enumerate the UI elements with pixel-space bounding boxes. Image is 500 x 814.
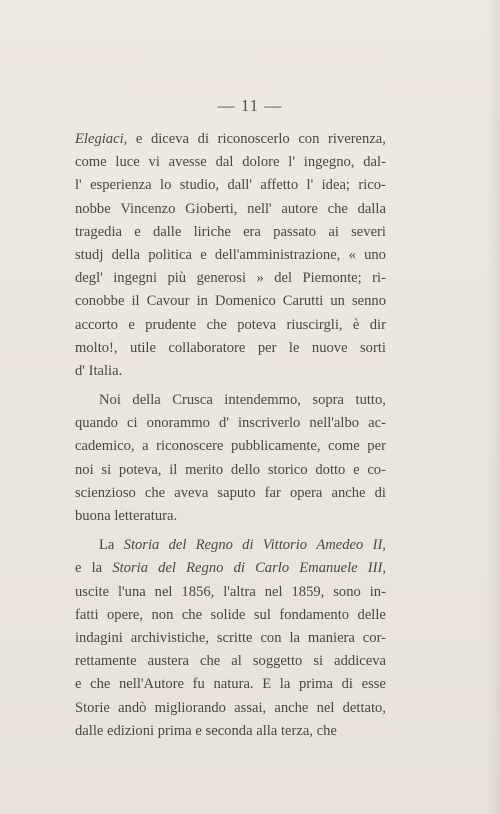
word: esperienza — [90, 177, 152, 194]
word: poteva, — [118, 461, 162, 478]
word: solide — [210, 606, 246, 623]
word: l'una — [117, 583, 146, 600]
word: prima — [298, 676, 333, 693]
word: più — [167, 270, 187, 287]
word: senno — [351, 293, 386, 310]
word: Crusca — [172, 392, 213, 409]
word: onorammo — [146, 415, 210, 432]
word: studj — [75, 246, 104, 263]
word: studio, — [179, 177, 220, 194]
word: addiceva — [334, 653, 386, 670]
text-line — [75, 360, 386, 383]
word: d' — [75, 362, 85, 379]
word: rettamente — [75, 653, 137, 670]
word: riconoscere — [156, 438, 224, 455]
word: e — [75, 560, 82, 577]
word: prudente — [145, 316, 197, 333]
word: Italia. — [88, 362, 123, 379]
word: nuove — [311, 339, 348, 356]
text-line — [75, 482, 386, 505]
word: maniera — [307, 629, 355, 646]
word: nell'Autore — [119, 676, 185, 693]
word: inscriverlo — [237, 415, 301, 432]
word: autore — [281, 200, 318, 217]
word: che — [316, 722, 337, 739]
word: letteratura. — [114, 508, 178, 524]
text-line — [75, 389, 386, 412]
word: si — [101, 461, 112, 478]
text-line — [75, 267, 386, 290]
word: intendemmo, — [224, 392, 301, 409]
word: l'altra — [223, 583, 256, 600]
word: che — [90, 676, 111, 693]
word: alla — [256, 722, 278, 739]
text-line — [75, 604, 386, 627]
paragraph — [75, 534, 386, 743]
word: con — [298, 131, 320, 147]
word: affetto — [260, 177, 299, 194]
word: nel — [316, 699, 335, 716]
word: rico- — [358, 177, 386, 194]
word: dalle — [152, 223, 182, 240]
word: ac- — [368, 415, 386, 432]
text-line — [75, 534, 386, 557]
word: il — [169, 461, 178, 478]
word: Regno — [186, 560, 224, 577]
text-line — [75, 314, 386, 337]
word: accorto — [75, 316, 118, 333]
text-line — [75, 650, 386, 673]
word: dalle — [75, 722, 104, 739]
word: dir — [369, 316, 386, 333]
word: ingegni — [113, 270, 157, 287]
word: per — [367, 438, 386, 455]
word: Carlo — [255, 560, 290, 577]
word: dall' — [227, 177, 252, 194]
word: Gioberti, — [185, 200, 238, 217]
word: nell'albo — [309, 415, 360, 432]
word: il — [131, 293, 140, 310]
word: la — [289, 629, 300, 646]
word: come — [75, 154, 107, 171]
word: severi — [351, 223, 386, 240]
text-line — [75, 557, 386, 580]
word: di — [374, 484, 386, 501]
word: che — [144, 484, 166, 501]
word: austera — [147, 653, 189, 670]
text-line — [75, 174, 386, 197]
word: come — [328, 438, 360, 455]
word: dettato, — [342, 699, 386, 716]
word: e — [75, 676, 82, 693]
word: « — [348, 246, 356, 263]
word: riconoscerlo — [217, 131, 290, 147]
word: liriche — [193, 223, 231, 240]
word: saputo — [217, 484, 256, 501]
word: storico — [267, 461, 308, 478]
word: andò — [118, 699, 147, 716]
page-number: — 11 — — [217, 96, 283, 115]
word: di — [197, 131, 209, 147]
word: migliorando — [154, 699, 226, 716]
word: Storia — [112, 560, 148, 577]
word: Storie — [75, 699, 110, 716]
word: terza, — [280, 722, 313, 739]
word: che — [181, 606, 203, 623]
word: buona — [75, 508, 111, 524]
word: nell' — [247, 200, 272, 217]
text-line — [75, 505, 386, 528]
word: uno — [364, 246, 386, 263]
word: era — [243, 223, 261, 240]
word: nobbe — [75, 200, 111, 217]
word: del — [168, 537, 187, 554]
word: E — [262, 676, 272, 693]
word: La — [99, 537, 115, 554]
word: al — [231, 653, 242, 670]
word: scienzioso — [75, 484, 136, 501]
word: seconda — [205, 722, 253, 739]
word: e — [128, 316, 135, 333]
text-line — [75, 697, 386, 720]
word: si — [313, 653, 324, 670]
word: II, — [372, 537, 386, 554]
word: Emanuele — [299, 560, 358, 577]
word: un — [330, 293, 345, 310]
word: in- — [369, 583, 386, 600]
word: noi — [75, 461, 94, 478]
word: pubblicamente, — [231, 438, 321, 455]
word: sul — [253, 606, 271, 623]
word: 1856, — [181, 583, 215, 600]
word: riverenza, — [328, 131, 386, 147]
word: aveva — [174, 484, 209, 501]
word: prima — [157, 722, 192, 739]
word: non — [151, 606, 174, 623]
word: diceva — [150, 131, 190, 147]
word: assai, — [234, 699, 267, 716]
word: la — [91, 560, 103, 577]
word: poteva — [237, 316, 277, 333]
word: dal- — [363, 154, 386, 171]
word: e — [200, 246, 207, 263]
word: collaboratore — [168, 339, 246, 356]
text-line — [75, 720, 386, 743]
word: generosi — [196, 270, 247, 287]
word: anche — [331, 484, 366, 501]
word: dolore — [242, 154, 280, 171]
word: politica — [148, 246, 192, 263]
word: di — [341, 676, 353, 693]
word: ri- — [372, 270, 386, 287]
text-line — [75, 128, 386, 151]
word: esse — [361, 676, 386, 693]
word: indagini — [75, 629, 123, 646]
word: della — [132, 392, 161, 409]
word: vi — [148, 154, 160, 171]
text-line — [75, 198, 386, 221]
word: quando — [75, 415, 118, 432]
word: cor- — [362, 629, 386, 646]
text-line — [75, 673, 386, 696]
word: in — [196, 293, 208, 310]
word: archivistiche, — [130, 629, 209, 646]
word: avesse — [168, 154, 207, 171]
word: Cavour — [146, 293, 190, 310]
text-line — [75, 412, 386, 435]
word: sopra — [312, 392, 345, 409]
word: dello — [230, 461, 261, 478]
text-line — [75, 459, 386, 482]
paragraph — [75, 128, 386, 383]
word: e — [134, 223, 141, 240]
word: dotto — [315, 461, 346, 478]
word: Piemonte; — [302, 270, 362, 287]
word: opera — [289, 484, 323, 501]
word: natura. — [213, 676, 254, 693]
word: di — [233, 560, 245, 577]
word: che — [206, 316, 227, 333]
text-line — [75, 627, 386, 650]
word: ci — [127, 415, 138, 432]
word: conobbe — [75, 293, 125, 310]
word: opere, — [106, 606, 144, 623]
text-line — [75, 290, 386, 313]
body-text — [75, 128, 386, 743]
word: delle — [357, 606, 386, 623]
word: e — [353, 461, 360, 478]
word: l' — [288, 154, 295, 171]
word: Vittorio — [262, 537, 308, 554]
word: Noi — [99, 392, 121, 409]
word: l' — [306, 177, 314, 194]
word: fondamento — [279, 606, 350, 623]
word: idea; — [321, 177, 350, 194]
word: e — [195, 722, 202, 739]
word: sorti — [360, 339, 386, 356]
word: ingegno, — [303, 154, 355, 171]
word: merito — [185, 461, 224, 478]
word: fu — [192, 676, 205, 693]
word: è — [352, 316, 360, 333]
word: per — [257, 339, 277, 356]
word: far — [264, 484, 281, 501]
word: scritte — [216, 629, 253, 646]
word: 1859, — [291, 583, 325, 600]
word: Vincenzo — [120, 200, 176, 217]
word: anche — [274, 699, 309, 716]
word: a — [142, 438, 149, 455]
word: luce — [115, 154, 140, 171]
word: e — [135, 131, 143, 147]
page-edge-shadow — [486, 0, 500, 814]
word: dal — [215, 154, 234, 171]
word: del — [158, 560, 176, 577]
text-line — [75, 435, 386, 458]
word: d' — [218, 415, 229, 432]
word: Storia — [123, 537, 160, 554]
word: le — [288, 339, 300, 356]
word: » — [256, 270, 264, 287]
word: fatti — [75, 606, 99, 623]
paragraph — [75, 389, 386, 528]
text-line — [75, 221, 386, 244]
word: Regno — [195, 537, 233, 554]
text-line — [75, 244, 386, 267]
word: Domenico — [214, 293, 276, 310]
word: III, — [367, 560, 386, 577]
word: ai — [328, 223, 339, 240]
text-line — [75, 151, 386, 174]
word: che — [327, 200, 348, 217]
word: Carutti — [282, 293, 324, 310]
word: molto!, — [75, 339, 118, 356]
word: di — [242, 537, 254, 554]
text-line — [75, 581, 386, 604]
word: lo — [160, 177, 172, 194]
word: riuscirgli, — [286, 316, 343, 333]
word: edizioni — [107, 722, 155, 739]
word: utile — [130, 339, 156, 356]
word: della — [111, 246, 140, 263]
word: sono — [333, 583, 361, 600]
word: Elegiaci, — [75, 131, 128, 147]
text-line — [75, 337, 386, 360]
word: passato — [273, 223, 317, 240]
word: tutto, — [355, 392, 386, 409]
word: uscite — [75, 583, 110, 600]
word: tragedia — [75, 223, 122, 240]
word: nel — [154, 583, 173, 600]
word: cademico, — [75, 438, 135, 455]
word: Amedeo — [316, 537, 364, 554]
word: nel — [264, 583, 283, 600]
word: la — [279, 676, 291, 693]
word: dell'amministrazione, — [214, 246, 341, 263]
word: con — [260, 629, 282, 646]
word: dalla — [357, 200, 386, 217]
word: che — [199, 653, 221, 670]
word: l' — [75, 177, 82, 194]
word: co- — [367, 461, 386, 478]
word: degl' — [75, 270, 103, 287]
word: del — [274, 270, 293, 287]
word: soggetto — [252, 653, 303, 670]
